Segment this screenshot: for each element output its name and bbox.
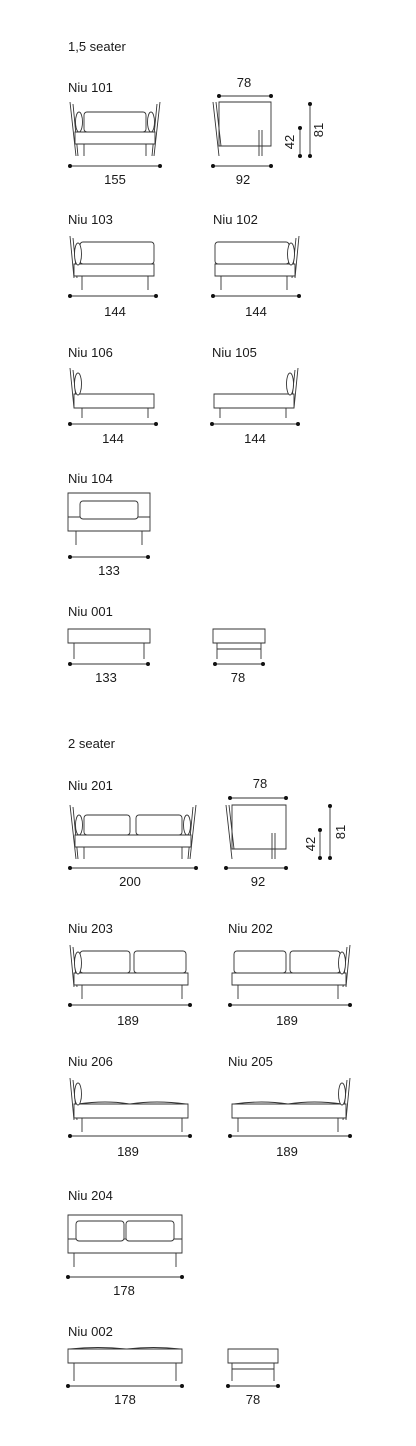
width-dimension-line-niu-102	[211, 292, 301, 300]
width-dimension-line-niu-103	[68, 292, 158, 300]
side-width-label-niu-001: 78	[230, 670, 246, 685]
width-label-niu-105: 144	[244, 431, 266, 446]
model-label-niu-205: Niu 205	[228, 1054, 273, 1069]
width-label-niu-201: 200	[119, 874, 141, 889]
width-label-niu-101: 155	[104, 172, 126, 187]
model-label-niu-201: Niu 201	[68, 778, 113, 793]
width-label-niu-001: 133	[95, 670, 117, 685]
width-dimension-line-niu-206	[68, 1132, 192, 1140]
width-label-niu-002: 178	[114, 1392, 136, 1407]
sofa-front-view-niu-203	[68, 943, 192, 1001]
side-width-dimension-line-niu-002	[226, 1382, 280, 1390]
seat-height-label-1-5: 42	[282, 134, 298, 150]
model-label-niu-001: Niu 001	[68, 604, 113, 619]
ottoman-front-view-niu-002	[66, 1347, 184, 1385]
width-dimension-line-niu-202	[228, 1001, 352, 1009]
width-label-niu-102: 144	[245, 304, 267, 319]
side-depth-dimension-line-1-5	[211, 162, 276, 170]
width-label-niu-203: 189	[117, 1013, 139, 1028]
side-width-dimension-line-2	[224, 794, 290, 802]
seat-height-label-2: 42	[303, 836, 319, 852]
side-depth-label-2: 92	[250, 874, 266, 889]
sofa-front-view-niu-101	[68, 100, 162, 160]
sofa-front-view-niu-201	[68, 803, 198, 863]
height-label-2: 81	[333, 824, 349, 840]
width-dimension-line-niu-101	[68, 162, 162, 170]
sofa-front-view-niu-104	[66, 491, 152, 557]
model-label-niu-103: Niu 103	[68, 212, 113, 227]
model-label-niu-105: Niu 105	[212, 345, 257, 360]
ottoman-front-view-niu-001	[66, 627, 152, 663]
model-label-niu-204: Niu 204	[68, 1188, 113, 1203]
width-dimension-line-niu-203	[68, 1001, 192, 1009]
daybed-front-view-niu-206	[68, 1076, 192, 1134]
width-dimension-line-niu-106	[68, 420, 158, 428]
ottoman-side-view-niu-002	[226, 1347, 280, 1385]
width-label-niu-204: 178	[113, 1283, 135, 1298]
width-dimension-line-niu-205	[228, 1132, 352, 1140]
width-dimension-line-niu-201	[68, 864, 198, 872]
width-label-niu-103: 144	[104, 304, 126, 319]
side-width-dimension-line-niu-001	[211, 660, 267, 668]
sofa-front-view-niu-103	[68, 234, 158, 292]
model-label-niu-203: Niu 203	[68, 921, 113, 936]
side-width-label-2: 78	[252, 776, 268, 791]
model-label-niu-202: Niu 202	[228, 921, 273, 936]
ottoman-side-view-niu-001	[211, 627, 267, 663]
daybed-front-view-niu-205	[228, 1076, 352, 1134]
model-label-niu-106: Niu 106	[68, 345, 113, 360]
width-dimension-line-niu-001	[66, 660, 152, 668]
model-label-niu-101: Niu 101	[68, 80, 113, 95]
model-label-niu-102: Niu 102	[213, 212, 258, 227]
width-dimension-line-niu-104	[66, 553, 152, 561]
height-label-1-5: 81	[311, 122, 327, 138]
sofa-front-view-niu-204	[66, 1211, 184, 1277]
model-label-niu-002: Niu 002	[68, 1324, 113, 1339]
section-title-2-seater: 2 seater	[68, 736, 115, 751]
width-dimension-line-niu-002	[66, 1382, 184, 1390]
sofa-side-view-1-5	[211, 100, 276, 160]
side-width-label-niu-002: 78	[245, 1392, 261, 1407]
section-title-1-5-seater: 1,5 seater	[68, 39, 126, 54]
daybed-front-view-niu-105	[210, 366, 300, 421]
width-dimension-line-niu-204	[66, 1273, 184, 1281]
width-label-niu-205: 189	[276, 1144, 298, 1159]
width-label-niu-206: 189	[117, 1144, 139, 1159]
side-width-dimension-line-1-5	[211, 92, 276, 100]
model-label-niu-206: Niu 206	[68, 1054, 113, 1069]
sofa-side-view-2	[224, 803, 290, 863]
daybed-front-view-niu-106	[68, 366, 158, 421]
side-depth-dimension-line-2	[224, 864, 290, 872]
sofa-front-view-niu-202	[228, 943, 352, 1001]
sofa-front-view-niu-102	[211, 234, 301, 292]
width-dimension-line-niu-105	[210, 420, 300, 428]
model-label-niu-104: Niu 104	[68, 471, 113, 486]
width-label-niu-106: 144	[102, 431, 124, 446]
width-label-niu-202: 189	[276, 1013, 298, 1028]
width-label-niu-104: 133	[98, 563, 120, 578]
side-depth-label-1-5: 92	[235, 172, 251, 187]
side-width-label-1-5: 78	[236, 75, 252, 90]
